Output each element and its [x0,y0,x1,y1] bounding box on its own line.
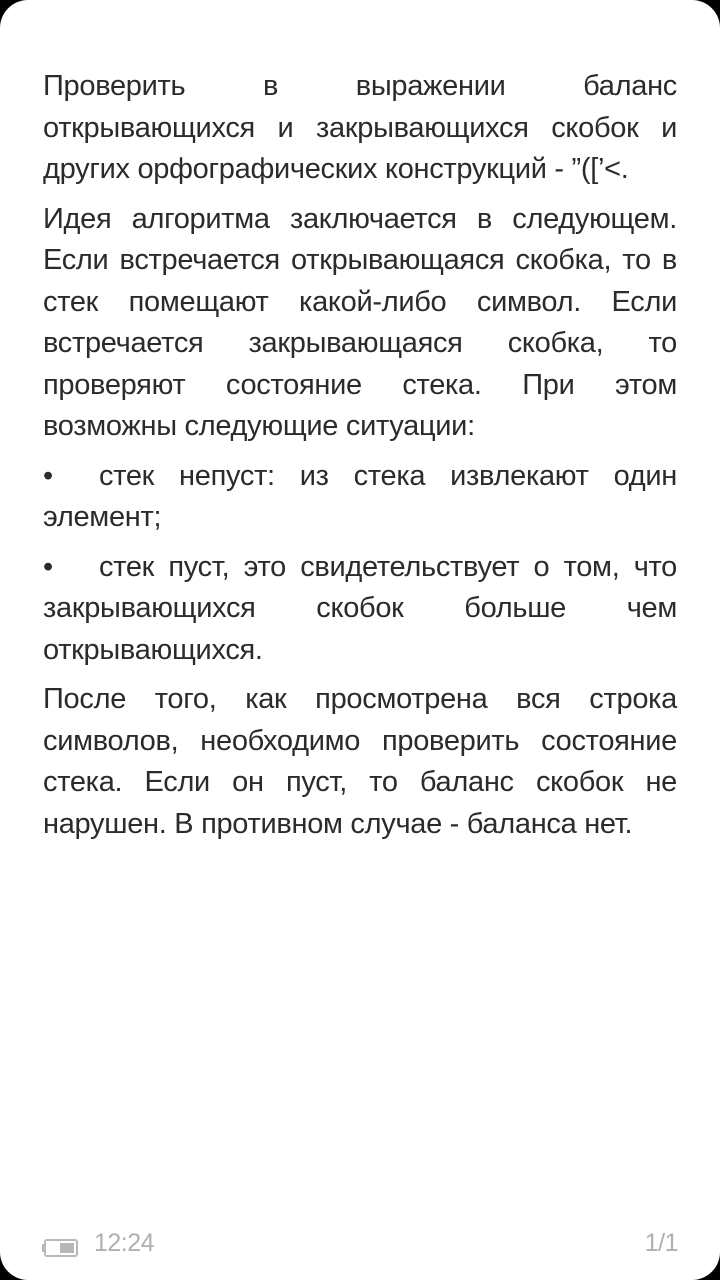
bullet-item-empty [43,547,677,672]
bullet-text: стек непуст: из стека извлекают один элемент; [43,459,677,533]
page-indicator: 1/1 [644,1229,678,1257]
paragraph-task: Проверить в выражении баланс открывающихся и закрывающихся скобок и других орфографических конструкций - ”([’<. [43,70,677,185]
bullet-marker: • [43,550,53,583]
clock-time: 12:24 [94,1229,155,1257]
status-bar [0,1222,720,1266]
battery-icon [42,1235,78,1253]
paragraph-algorithm: Идея алгоритма заключается в следующем. Если встречается открывающаяся скобка, то в стек помещают какой-либо символ. Если встречается закрывающаяся скобка, то проверяют состояние стека. При этом возможны следующие ситуации: [43,202,677,442]
bullet-marker: • [43,459,53,492]
paragraph-conclusion: После того, как просмотрена вся строка символов, необходимо проверить состояние стека. Если он пуст, то баланс скобок не нарушен. В противном случае - баланса нет. [43,683,677,840]
reader-page[interactable] [43,66,677,853]
bullet-text: стек пуст, это свидетельствует о том, что закрывающихся скобок больше чем открывающихся. [43,550,677,666]
bullet-item-nonempty [43,456,677,539]
